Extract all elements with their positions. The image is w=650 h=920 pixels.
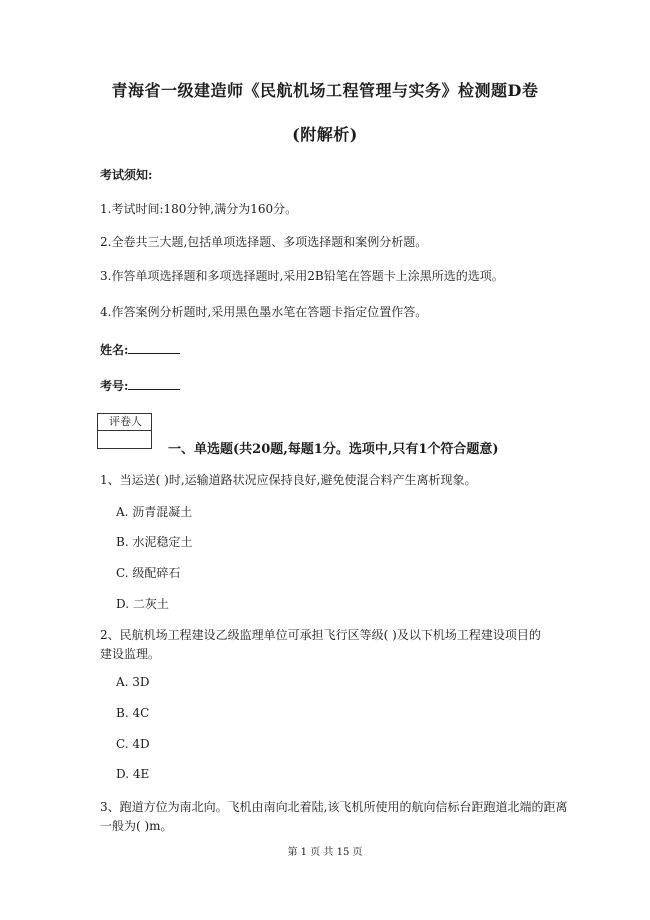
- question-2-option-b: B. 4C: [116, 706, 150, 720]
- question-2-option-d: D. 4E: [116, 767, 150, 781]
- question-3-stem-line-2: 一般为( )m。: [100, 819, 173, 833]
- notice-item-1: 1.考试时间:180分钟,满分为160分。: [100, 202, 298, 216]
- number-label: 考号:: [100, 379, 129, 393]
- notice-item-2: 2.全卷共三大题,包括单项选择题、多项选择题和案例分析题。: [100, 235, 428, 249]
- name-field: [100, 341, 180, 358]
- question-2-stem-line-2: 建设监理。: [100, 647, 161, 661]
- question-2-option-a: A. 3D: [116, 675, 150, 689]
- question-2-stem-line-1: 2、民航机场工程建设乙级监理单位可承担飞行区等级( )及以下机场工程建设项目的: [100, 628, 541, 642]
- document-subtitle: (附解析): [292, 125, 358, 144]
- document-title: 青海省一级建造师《民航机场工程管理与实务》检测题D卷: [111, 81, 539, 100]
- question-1-option-d: D. 二灰土: [116, 597, 169, 611]
- notice-item-3: 3.作答单项选择题和多项选择题时,采用2B铅笔在答题卡上涂黑所选的选项。: [100, 269, 504, 283]
- notice-heading: 考试须知:: [100, 168, 153, 182]
- number-blank-line: [128, 377, 180, 390]
- question-1-option-a: A. 沥青混凝土: [116, 505, 193, 519]
- name-blank-line: [128, 341, 180, 354]
- name-label: 姓名:: [100, 343, 129, 357]
- page-footer: 第 1 页 共 15 页: [287, 847, 363, 858]
- grader-label: 评卷人: [98, 414, 151, 431]
- question-1-stem: 1、当运送( )时,运输道路状况应保持良好,避免使混合料产生离析现象。: [100, 473, 477, 487]
- question-3-stem-line-1: 3、跑道方位为南北向。飞机由南向北着陆,该飞机所使用的航向信标台距跑道北端的距离: [100, 800, 568, 814]
- question-1-option-b: B. 水泥稳定土: [116, 535, 193, 549]
- section-title: 一、单选题(共20题,每题1分。选项中,只有1个符合题意): [168, 442, 499, 457]
- number-field: [100, 377, 180, 394]
- question-1-option-c: C. 级配碎石: [116, 566, 181, 580]
- grader-box: [97, 413, 152, 449]
- notice-item-4: 4.作答案例分析题时,采用黑色墨水笔在答题卡指定位置作答。: [100, 305, 428, 319]
- question-2-option-c: C. 4D: [116, 737, 150, 751]
